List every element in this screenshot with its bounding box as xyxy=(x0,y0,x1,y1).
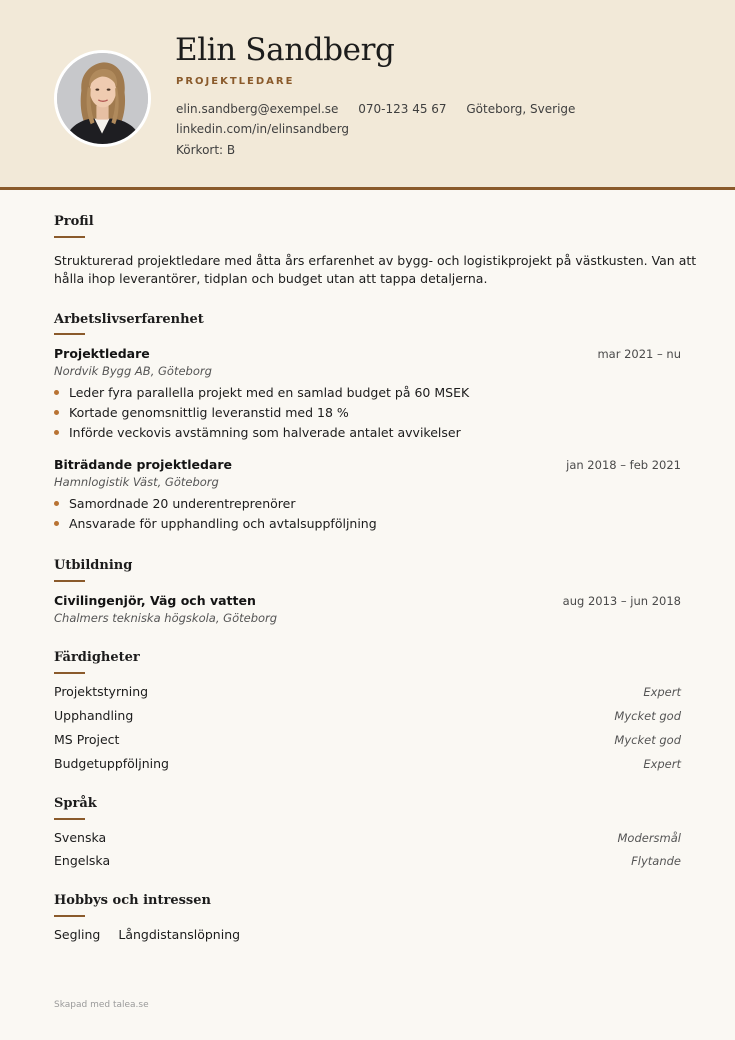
drivers-license: Körkort: B xyxy=(176,143,236,157)
hobby-list xyxy=(54,927,254,942)
language-level: Modersmål xyxy=(617,831,681,845)
profile-text-line-2: hålla ihop leverantörer, tidplan och budget utan att tappa detaljerna. xyxy=(54,271,488,286)
bullet-icon xyxy=(54,390,59,395)
list-item-text: Leder fyra parallella projekt med en samlad budget på 60 MSEK xyxy=(69,385,470,400)
footer-credit: Skapad med talea.se xyxy=(54,1000,149,1010)
education-dates: aug 2013 – jun 2018 xyxy=(562,594,681,608)
section-title-education: Utbildning xyxy=(54,558,133,573)
job-title: Biträdande projektledare xyxy=(54,457,232,472)
phone-number: 070-123 45 67 xyxy=(358,102,447,116)
section-title-languages: Språk xyxy=(54,796,97,811)
bullet-icon xyxy=(54,521,59,526)
language-name: Svenska xyxy=(54,830,107,845)
skill-name: Budgetuppföljning xyxy=(54,756,169,771)
email-link[interactable]: elin.sandberg@exempel.se xyxy=(176,102,339,116)
profile-text-line-1: Strukturerad projektledare med åtta års erfarenhet av bygg- och logistikprojekt på västkusten. Van att xyxy=(54,253,697,268)
list-item-text: Samordnade 20 underentreprenörer xyxy=(69,496,296,511)
job-title: Projektledare xyxy=(54,346,150,361)
linkedin-link[interactable]: linkedin.com/in/elinsandberg xyxy=(176,122,350,136)
list-item xyxy=(54,425,461,440)
contact-row xyxy=(176,102,591,116)
skill-name: Upphandling xyxy=(54,708,134,723)
job-role: PROJEKTLEDARE xyxy=(176,76,295,87)
job-dates: jan 2018 – feb 2021 xyxy=(566,458,681,472)
bullet-icon xyxy=(54,501,59,506)
skill-level: Expert xyxy=(643,685,681,699)
section-divider xyxy=(54,333,85,335)
language-name: Engelska xyxy=(54,853,111,868)
language-level: Flytande xyxy=(631,854,681,868)
section-title-hobbies: Hobbys och intressen xyxy=(54,893,211,908)
list-item-text: Ansvarade för upphandling och avtalsuppföljning xyxy=(69,516,377,531)
section-title-profile: Profil xyxy=(54,214,94,229)
bullet-icon xyxy=(54,430,59,435)
hobby-item: Långdistanslöpning xyxy=(118,927,241,942)
list-item xyxy=(54,405,349,420)
section-divider xyxy=(54,672,85,674)
profile-photo xyxy=(57,53,148,144)
job-dates: mar 2021 – nu xyxy=(597,347,681,361)
section-title-skills: Färdigheter xyxy=(54,650,140,665)
list-item-text: Införde veckovis avstämning som halverade antalet avvikelser xyxy=(69,425,461,440)
location: Göteborg, Sverige xyxy=(466,102,576,116)
skill-name: MS Project xyxy=(54,732,120,747)
list-item xyxy=(54,385,469,400)
list-item-text: Kortade genomsnittlig leveranstid med 18 % xyxy=(69,405,349,420)
candidate-name: Elin Sandberg xyxy=(175,32,395,68)
skill-level: Mycket god xyxy=(614,733,681,747)
resume-header xyxy=(0,0,735,190)
section-divider xyxy=(54,818,85,820)
bullet-icon xyxy=(54,410,59,415)
section-divider xyxy=(54,236,85,238)
list-item xyxy=(54,516,377,531)
list-item xyxy=(54,496,296,511)
job-company: Hamnlogistik Väst, Göteborg xyxy=(54,475,219,489)
skill-name: Projektstyrning xyxy=(54,684,149,699)
section-title-experience: Arbetslivserfarenhet xyxy=(54,312,204,327)
education-school: Chalmers tekniska högskola, Göteborg xyxy=(54,611,278,625)
section-divider xyxy=(54,580,85,582)
job-company: Nordvik Bygg AB, Göteborg xyxy=(54,364,212,378)
education-degree: Civilingenjör, Väg och vatten xyxy=(54,593,256,608)
avatar xyxy=(54,50,151,147)
skill-level: Expert xyxy=(643,757,681,771)
section-divider xyxy=(54,915,85,917)
skill-level: Mycket god xyxy=(614,709,681,723)
hobby-item: Segling xyxy=(54,927,101,942)
